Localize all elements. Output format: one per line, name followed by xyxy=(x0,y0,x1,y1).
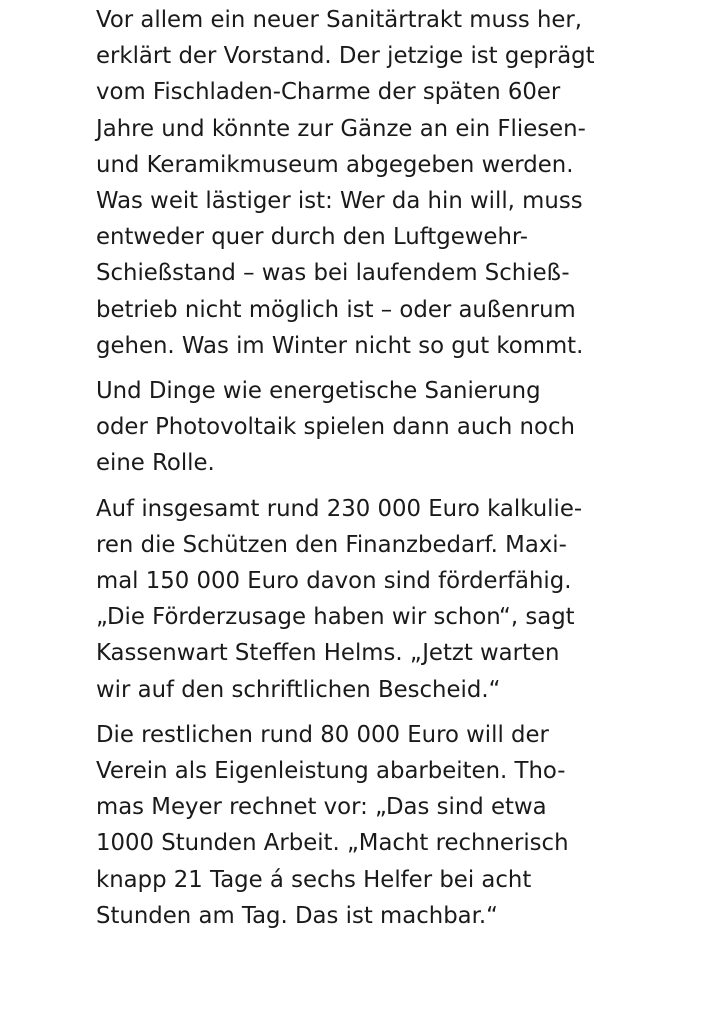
text-line: Schießstand – was bei laufendem Schieß- xyxy=(96,260,570,287)
text-line: Vor allem ein neuer Sanitärtrakt muss her, xyxy=(96,7,583,33)
text-line: erklärt der Vorstand. Der jetzige ist geprägt xyxy=(96,43,595,70)
text-line: „Die Förderzusage haben wir schon“, sagt xyxy=(96,604,575,631)
text-line: Kassenwart Steffen Helms. „Jetzt warten xyxy=(96,640,560,667)
text-line: mas Meyer rechnet vor: „Das sind etwa xyxy=(96,794,547,821)
article-body xyxy=(96,2,656,943)
text-line: Auf insgesamt rund 230 000 Euro kalkulie- xyxy=(96,495,583,522)
text-line: Was weit lästiger ist: Wer da hin will, muss xyxy=(96,188,583,215)
text-line: Die restlichen rund 80 000 Euro will der xyxy=(96,721,549,748)
paragraph-finanzbedarf xyxy=(96,491,656,708)
text-line: ren die Schützen den Finanzbedarf. Maxi- xyxy=(96,531,567,558)
text-line: Und Dinge wie energetische Sanierung xyxy=(96,378,541,405)
text-line: Stunden am Tag. Das ist machbar.“ xyxy=(96,902,498,929)
text-line: eine Rolle. xyxy=(96,450,215,477)
text-line: und Keramikmuseum abgegeben werden. xyxy=(96,151,574,178)
text-line: mal 150 000 Euro davon sind förderfähig. xyxy=(96,568,572,595)
text-line: oder Photovoltaik spielen dann auch noch xyxy=(96,414,575,441)
text-line: 1000 Stunden Arbeit. „Macht rechnerisch xyxy=(96,830,569,857)
paragraph-sanierung xyxy=(96,373,656,482)
paragraph-eigenleistung xyxy=(96,717,656,934)
text-line: gehen. Was im Winter nicht so gut kommt. xyxy=(96,332,584,359)
paragraph-sanitaertrakt xyxy=(96,2,656,364)
text-line: wir auf den schriftlichen Bescheid.“ xyxy=(96,676,501,703)
text-line: betrieb nicht möglich ist – oder außenrum xyxy=(96,296,576,323)
text-line: Verein als Eigenleistung abarbeiten. Tho- xyxy=(96,758,566,785)
text-line: knapp 21 Tage á sechs Helfer bei acht xyxy=(96,866,532,893)
text-line: Jahre und könnte zur Gänze an ein Fliesen- xyxy=(96,115,586,142)
text-line: vom Fischladen-Charme der späten 60er xyxy=(96,79,561,106)
text-line: entweder quer durch den Luftgewehr- xyxy=(96,224,529,251)
